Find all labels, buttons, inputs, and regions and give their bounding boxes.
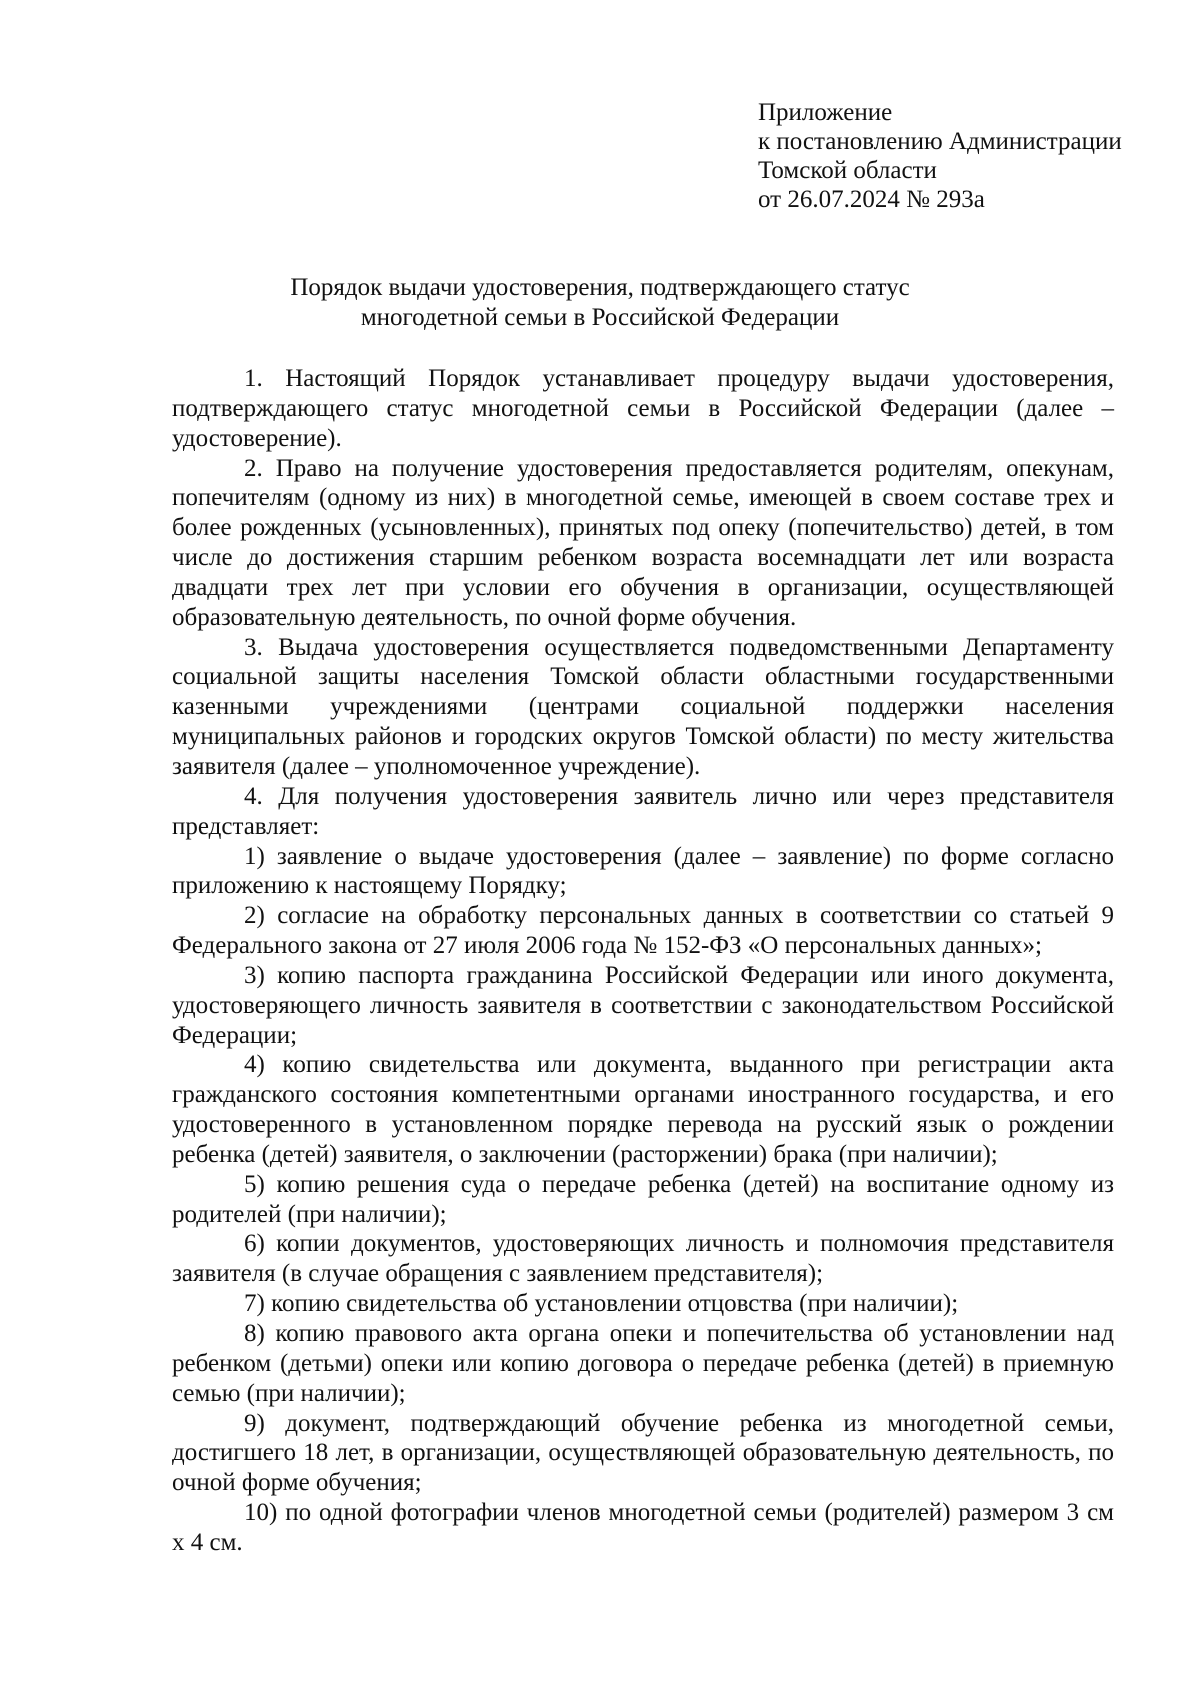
- list-item-4: 4) копию свидетельства или документа, выданного при регистрации акта гражданского состояния компетентными органами иностранного государства, и его удостоверенного в установленном порядке перевода на русский язык о рождении ребенка (детей) заявителя, о заключении (расторжении) брака (при наличии);: [172, 1051, 1114, 1168]
- paragraph-3: 3. Выдача удостоверения осуществляется подведомственными Департаменту социальной защиты населения Томской области областными государственными казенными учреждениями (центрами социальной поддержки населения муниципальных районов и городских округов Томской области) по месту жительства заявителя (далее – уполномоченное учреждение).: [172, 633, 1114, 780]
- title-line: многодетной семьи в Российской Федерации: [360, 304, 840, 331]
- appendix-line: к постановлению Администрации: [758, 128, 1122, 155]
- list-item-6: 6) копии документов, удостоверяющих личность и полномочия представителя заявителя (в случае обращения с заявлением представителя);: [172, 1230, 1114, 1288]
- appendix-line: от 26.07.2024 № 293а: [758, 186, 985, 213]
- appendix-line: Томской области: [758, 157, 937, 184]
- document-title: [150, 273, 1050, 333]
- paragraph-2: 2. Право на получение удостоверения предоставляется родителям, опекунам, попечителям (одному из них) в многодетной семье, имеющей в своем составе трех и более рожденных (усыновленных), принятых под опеку (попечительство) детей, в том числе до достижения старшим ребенком возраста восемнадцати лет или возраста двадцати трех лет при условии его обучения в организации, осуществляющей образовательную деятельность, по очной форме обучения.: [172, 454, 1114, 631]
- list-item-1: 1) заявление о выдаче удостоверения (далее – заявление) по форме согласно приложению к настоящему Порядку;: [172, 842, 1114, 900]
- list-item-9: 9) документ, подтверждающий обучение ребенка из многодетной семьи, достигшего 18 лет, в организации, осуществляющей образовательную деятельность, по очной форме обучения;: [172, 1409, 1114, 1497]
- appendix-header: [758, 98, 1122, 214]
- appendix-line: Приложение: [758, 99, 893, 126]
- document-body: [172, 364, 1114, 1558]
- list-item-3: 3) копию паспорта гражданина Российской Федерации или иного документа, удостоверяющего личность заявителя в соответствии с законодательством Российской Федерации;: [172, 961, 1114, 1049]
- list-item-7: 7) копию свидетельства об установлении отцовства (при наличии);: [244, 1290, 959, 1318]
- list-item-5: 5) копию решения суда о передаче ребенка (детей) на воспитание одному из родителей (при наличии);: [172, 1170, 1114, 1228]
- list-item-8: 8) копию правового акта органа опеки и попечительства об установлении над ребенком (детьми) опеки или копию договора о передаче ребенка (детей) в приемную семью (при наличии);: [172, 1320, 1114, 1407]
- list-item-10: 10) по одной фотографии членов многодетной семьи (родителей) размером 3 см х 4 см.: [172, 1499, 1114, 1556]
- paragraph-4: 4. Для получения удостоверения заявитель лично или через представителя представляет:: [172, 782, 1114, 840]
- title-line: Порядок выдачи удостоверения, подтверждающего статус: [290, 274, 910, 301]
- paragraph-1: 1. Настоящий Порядок устанавливает процедуру выдачи удостоверения, подтверждающего статус многодетной семьи в Российской Федерации (далее – удостоверение).: [172, 365, 1114, 452]
- list-item-2: 2) согласие на обработку персональных данных в соответствии со статьей 9 Федерального закона от 27 июля 2006 года № 152-ФЗ «О персональных данных»;: [172, 902, 1114, 960]
